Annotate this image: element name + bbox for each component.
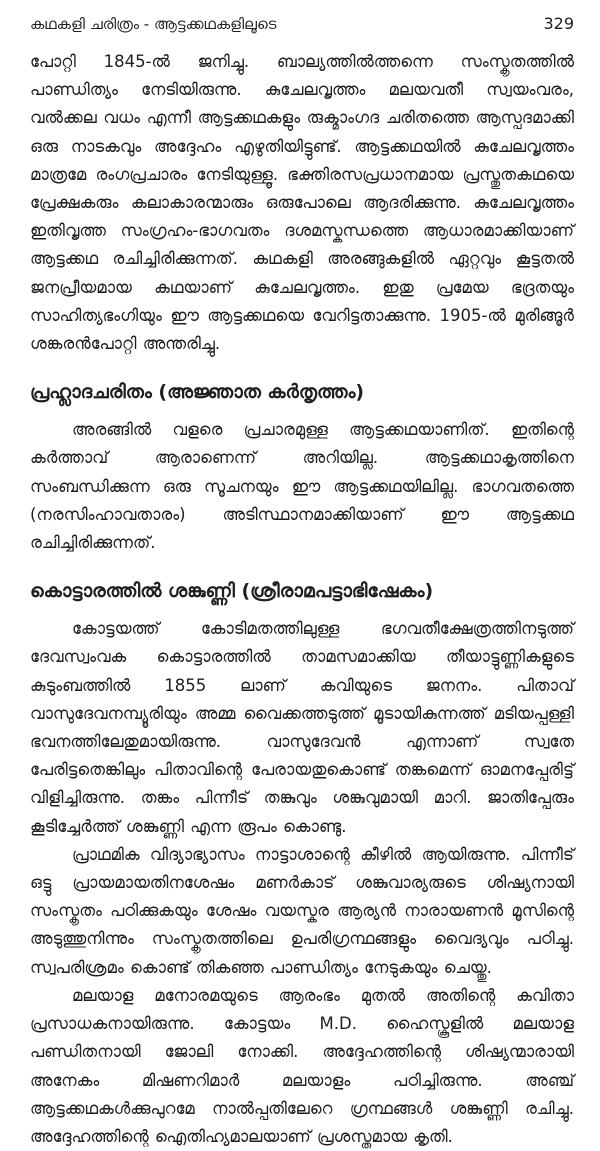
running-header xyxy=(30,14,574,34)
section-kottarathil-sankunni xyxy=(30,577,574,1151)
section-heading: കൊട്ടാരത്തിൽ ശങ്കുണ്ണി (ശ്രീരാമപട്ടാഭിഷേകം) xyxy=(30,580,434,603)
page-number: 329 xyxy=(543,14,574,33)
paragraph: കോട്ടയത്ത് കോടിമതത്തിലുള്ള ഭഗവതീക്ഷേത്രത്തിനടുത്ത് ദേവസ്വംവക കൊട്ടാരത്തിൽ താമസമാക്കിയ തീയാട്ടുണ്ണികളുടെ കുടുംബത്തിൽ 1855 ലാണ് കവിയുടെ ജനനം. പിതാവ് വാസുദേവനമ്പ്യൂരിയും അമ്മ വൈക്കത്തടുത്ത് മൂടായികുന്നത്ത് മടിയപ്പള്ളി ഭവനത്തിലേതുമായിരുന്നു. വാസുദേവൻ എന്നാണ് സ്വതേ പേരിട്ടതെങ്കിലും പിതാവിന്റെ പേരായതുകൊണ്ട് തങ്കമെന്ന് ഓമനപ്പേരിട്ട് വിളിച്ചിരുന്നു. തങ്കം പിന്നീട് തങ്കുവും ശങ്കുവുമായി മാറി. ജാതിപ്പേരും കൂടിച്ചേർത്ത് ശങ്കുണ്ണി എന്ന രൂപം കൊണ്ടു. xyxy=(30,619,574,836)
running-title: കഥകളി ചരിത്രം - ആട്ടക്കഥകളിലൂടെ xyxy=(30,15,277,33)
paragraph: പ്രാഥമിക വിദ്യാഭ്യാസം നാട്ടാശാന്റെ കീഴിൽ ആയിരുന്നു. പിന്നീട് ഒട്ടു പ്രായമായതിനശേഷം മണർകാട് ശങ്കുവാര്യരുടെ ശിഷ്യനായി സംസ്കൃതം പഠിക്കുകയും ശേഷം വയസ്കര ആര്യൻ നാരായണൻ മൂസിന്റെ അടുത്തുനിന്നും സംസ്കൃതത്തിലെ ഉപരിഗ്രന്ഥങ്ങളും വൈദ്യവും പഠിച്ചു. സ്വപരിശ്രമം കൊണ്ട് തികഞ്ഞ പാണ്ഡിത്യം നേടുകയും ചെയ്തു. xyxy=(30,844,574,977)
section-prahladacharitham xyxy=(30,378,574,557)
intro-paragraph: പോറ്റി 1845-ൽ ജനിച്ചു. ബാല്യത്തിൽത്തന്നെ സംസ്കൃതത്തിൽ പാണ്ഡിത്യം നേടിയിരുന്നു. കുചേലവൃത്തം മലയവതീ സ്വയംവരം, വൽക്കല വധം എന്നീ ആട്ടക്കഥകളും രുക്മാംഗദ ചരിതത്തെ ആസ്പദമാക്കി ഒരു നാടകവും അദ്ദേഹം എഴുതിയിട്ടുണ്ട്. ആട്ടക്കഥയിൽ കുചേലവൃത്തം മാത്രമേ രംഗപ്രചാരം നേടിയുള്ളൂ. ഭക്തിരസപ്രധാനമായ പ്രസ്തുതകഥയെ പ്രേക്ഷകരും കലാകാരന്മാരും ഒരുപോലെ ആദരിക്കുന്നു. കുചേലവൃത്തം ഇതിവൃത്ത സംഗ്രഹം-ഭാഗവതം ദശമസ്കന്ധത്തെ ആധാരമാക്കിയാണ് ആട്ടക്കഥ രചിച്ചിരിക്കുന്നത്. കഥകളി അരങ്ങുകളിൽ ഏറ്റവും കൂട്ടതൽ ജനപ്രീയമായ കഥയാണ് കുചേലവൃത്തം. ഇതു പ്രമേയ ഭദ്രതയും സാഹിത്യഭംഗിയും ഈ ആട്ടക്കഥയെ വേറിട്ടതാക്കുന്നു. 1905-ൽ മുരിങ്ങൂർ ശങ്കരൻപോറ്റി അന്തരിച്ചു. xyxy=(30,52,574,354)
section-heading: പ്രഹ്ലാദചരിതം (അജ്ഞാത കർതൃത്തം) xyxy=(30,381,365,404)
paragraph: അരങ്ങിൽ വളരെ പ്രചാരമുള്ള ആട്ടക്കഥയാണിത്. ഇതിന്റെ കർത്താവ് ആരാണെന്ന് അറിയില്ല. ആട്ടക്കഥാകൃത്തിനെ സംബന്ധിക്കുന്ന ഒരു സൂചനയും ഈ ആട്ടക്കഥയിലില്ല. ഭാഗവതത്തെ (നരസിംഹാവതാരം) അടിസ്ഥാനമാക്കിയാണ് ഈ ആട്ടക്കഥ രചിച്ചിരിക്കുന്നത്. xyxy=(30,420,574,553)
paragraph: മലയാള മനോരമയുടെ ആരംഭം മുതൽ അതിന്റെ കവിതാ പ്രസാധകനായിരുന്നു. കോട്ടയം M.D. ഹൈസ്കൂളിൽ മലയാള പണ്ഡിതനായി ജോലി നോക്കി. അദ്ദേഹത്തിന്റെ ശിഷ്യന്മാരായി അനേകം മിഷണറിമാർ മലയാളം പഠിച്ചിരുന്നു. അഞ്ച് ആട്ടക്കഥകൾക്കുപുറമേ നാൽപ്പതിലേറെ ഗ്രന്ഥങ്ങൾ ശങ്കുണ്ണി രചിച്ചു. അദ്ദേഹത്തിന്റെ ഐതിഹ്യമാലയാണ് പ്രശസ്തമായ കൃതി. xyxy=(30,985,574,1146)
